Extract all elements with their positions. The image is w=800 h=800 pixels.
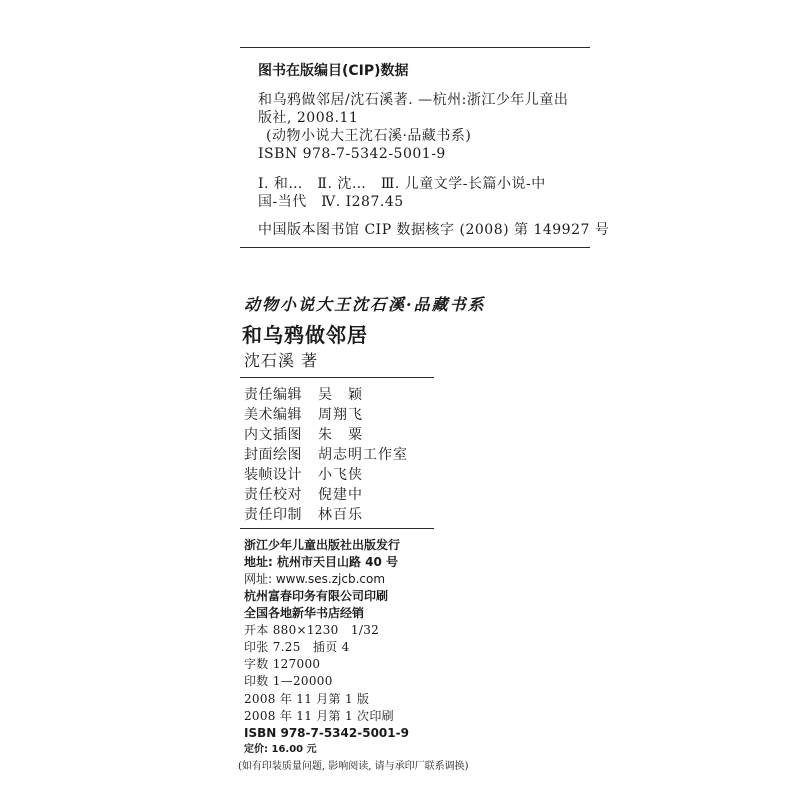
printing-line: 2008 年 11 月第 1 次印刷: [244, 709, 394, 723]
credit-name: 吴 颖: [318, 387, 363, 403]
credit-role: 责任校对: [244, 487, 302, 503]
credit-row: [244, 428, 363, 442]
credit-row: [244, 388, 363, 402]
isbn-line: ISBN 978-7-5342-5001-9: [244, 726, 409, 740]
book-title: 和乌鸦做邻居: [242, 323, 368, 347]
edition-line: 2008 年 11 月第 1 版: [244, 692, 370, 706]
price-line: 定价: 16.00 元: [244, 744, 317, 755]
credit-name: 胡志明工作室: [318, 447, 408, 463]
credit-role: 内文插图: [244, 427, 302, 443]
format-line: 开本 880×1230 1/32: [244, 623, 380, 637]
credit-name: 周翔飞: [318, 407, 363, 423]
credit-name: 林百乐: [318, 507, 363, 523]
credit-row: [244, 448, 408, 462]
credit-role: 责任印制: [244, 507, 302, 523]
author-line: 沈石溪 著: [244, 351, 319, 370]
series-name: 动物小说大王沈石溪·品藏书系: [244, 295, 486, 314]
cip-line-2: 版社, 2008.11: [258, 110, 359, 126]
credit-row: [244, 408, 363, 422]
sheets-line: 印张 7.25 插页 4: [244, 640, 350, 654]
distributor-line: 全国各地新华书店经销: [244, 606, 365, 620]
credit-name: 倪建中: [318, 487, 363, 503]
cip-line-1: 和乌鸦做邻居/沈石溪著. —杭州:浙江少年儿童出: [258, 92, 569, 108]
cip-line-5: Ⅰ. 和… Ⅱ. 沈… Ⅲ. 儿童文学-长篇小说-中: [258, 176, 546, 192]
publisher-line: 浙江少年儿童出版社出版发行: [244, 538, 401, 552]
credit-role: 责任编辑: [244, 387, 302, 403]
credit-role: 美术编辑: [244, 407, 302, 423]
credits-rule: [240, 528, 434, 529]
cip-line-4: ISBN 978-7-5342-5001-9: [258, 146, 446, 162]
title-rule: [240, 377, 434, 378]
notice-line: (如有印装质量问题, 影响阅读, 请与承印厂联系调换): [238, 761, 469, 772]
cip-top-rule: [240, 47, 590, 48]
address-line: 地址: 杭州市天目山路 40 号: [244, 555, 399, 569]
credit-role: 封面绘图: [244, 447, 302, 463]
cip-line-3: (动物小说大王沈石溪·品藏书系): [266, 128, 472, 144]
printer-line: 杭州富春印务有限公司印刷: [244, 589, 389, 603]
cip-line-7: 中国版本图书馆 CIP 数据核字 (2008) 第 149927 号: [258, 222, 610, 238]
website-line: 网址: www.ses.zjcb.com: [244, 572, 386, 586]
credit-name: 小飞侠: [318, 467, 363, 483]
cip-bottom-rule: [240, 247, 590, 248]
credit-role: 装帧设计: [244, 467, 302, 483]
cip-line-6: 国-当代 Ⅳ. I287.45: [258, 194, 404, 210]
credit-row: [244, 468, 363, 482]
credit-name: 朱 粟: [318, 427, 363, 443]
printrun-line: 印数 1—20000: [244, 674, 333, 688]
wordcount-line: 字数 127000: [244, 657, 321, 671]
cip-title: 图书在版编目(CIP)数据: [258, 63, 409, 79]
credit-row: [244, 508, 363, 522]
credit-row: [244, 488, 363, 502]
